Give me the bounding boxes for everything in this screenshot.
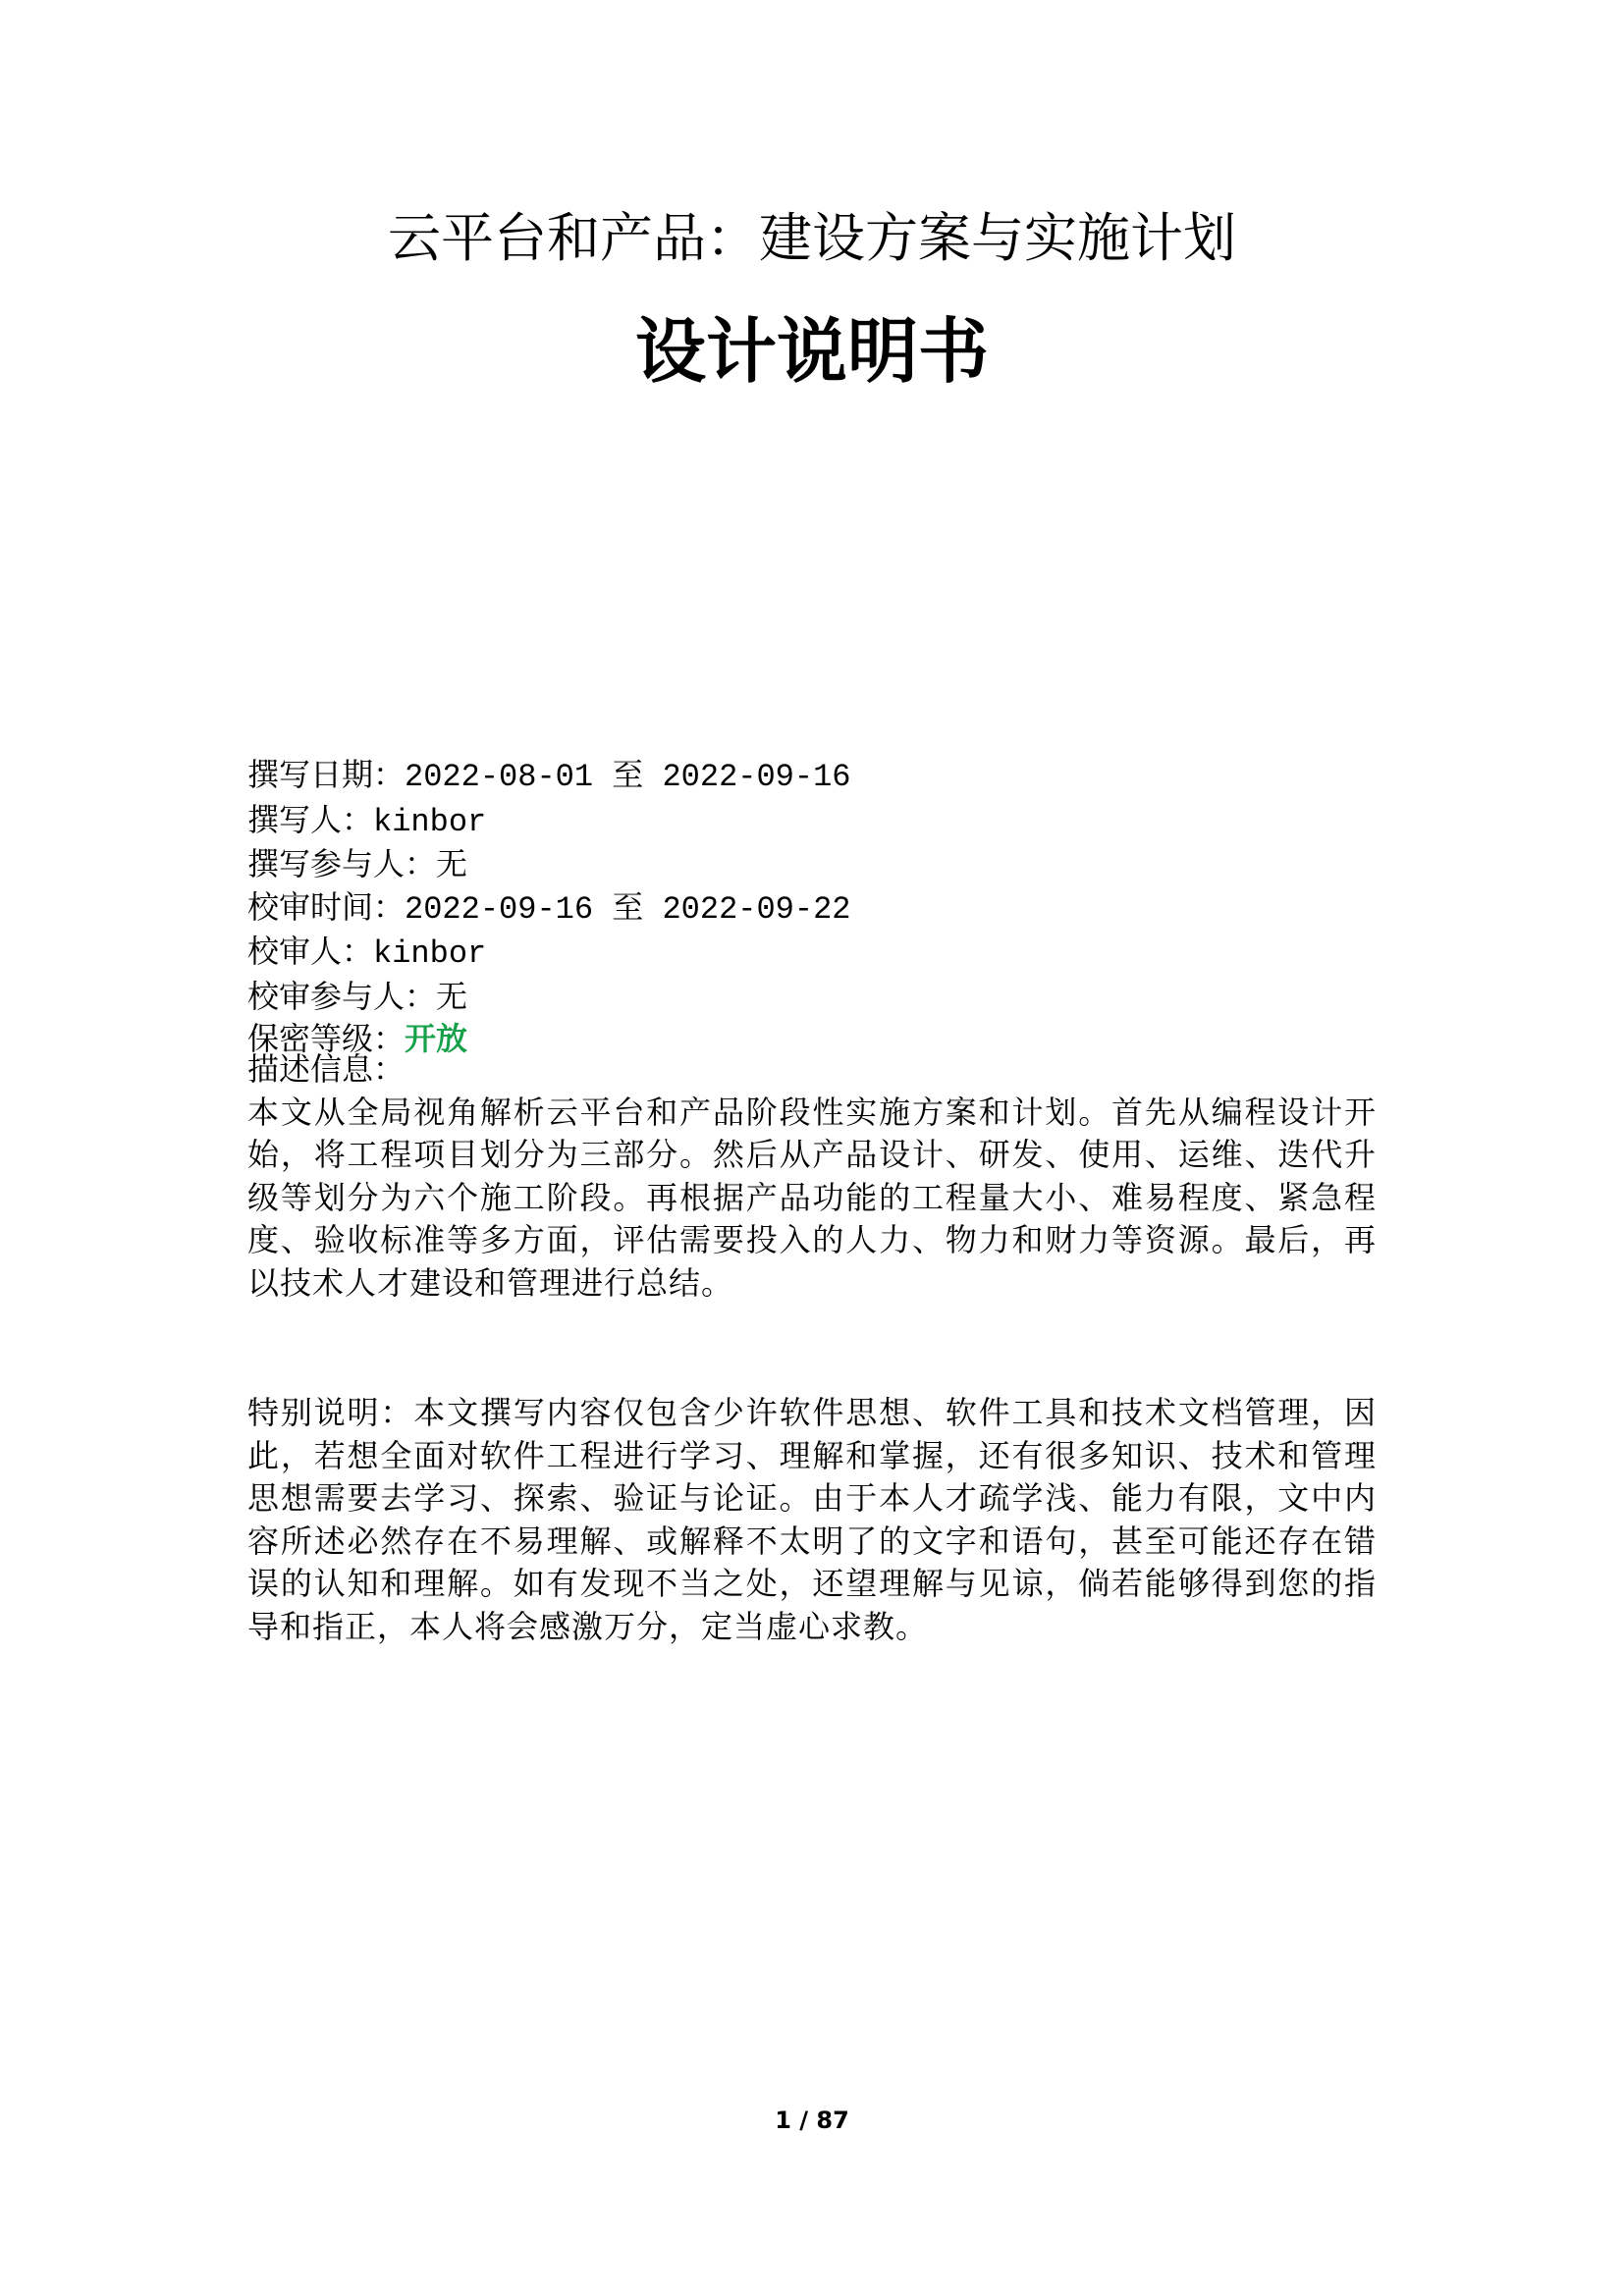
meta-contributors: 撰写参与人：无 — [247, 845, 468, 882]
description-heading: 描述信息： — [247, 1050, 406, 1088]
meta-reviewer: 校审人：kinbor — [247, 933, 487, 972]
document-subtitle: 云平台和产品：建设方案与实施计划 — [388, 207, 1236, 269]
document-meta-list — [247, 754, 1377, 1061]
special-note: 特别说明：本文撰写内容仅包含少许软件思想、软件工具和技术文档管理，因此，若想全面对软件工程进行学习、理解和掌握，还有很多知识、技术和管理思想需要去学习、探索、验证与论证。由于本人才疏学浅、能力有限，文中内容所述必然存在不易理解、或解释不太明了的文字和语句，甚至可能还存在错误的认知和理解。如有发现不当之处，还望理解与见谅，倘若能够得到您的指导和指正，本人将会感激万分，定当虚心求教。 — [247, 1394, 1377, 1645]
meta-classification: 保密等级：开放 — [247, 1020, 468, 1057]
meta-review-contributors: 校审参与人：无 — [247, 977, 468, 1015]
meta-review-date: 校审时间：2022-09-16 至 2022-09-22 — [247, 887, 851, 928]
meta-write-date: 撰写日期：2022-08-01 至 2022-09-16 — [247, 756, 851, 795]
classification-badge: 开放 — [405, 1020, 468, 1057]
page-number: 1 / 87 — [775, 2107, 849, 2134]
description-body: 本文从全局视角解析云平台和产品阶段性实施方案和计划。首先从编程设计开始，将工程项目划分为三部分。然后从产品设计、研发、使用、运维、迭代升级等划分为六个施工阶段。再根据产品功能的工程量大小、难易程度、紧急程度、验收标准等多方面，评估需要投入的人力、物力和财力等资源。最后，再以技术人才建设和管理进行总结。 — [247, 1093, 1377, 1302]
meta-author: 撰写人：kinbor — [247, 800, 487, 840]
document-title: 设计说明书 — [634, 309, 989, 393]
